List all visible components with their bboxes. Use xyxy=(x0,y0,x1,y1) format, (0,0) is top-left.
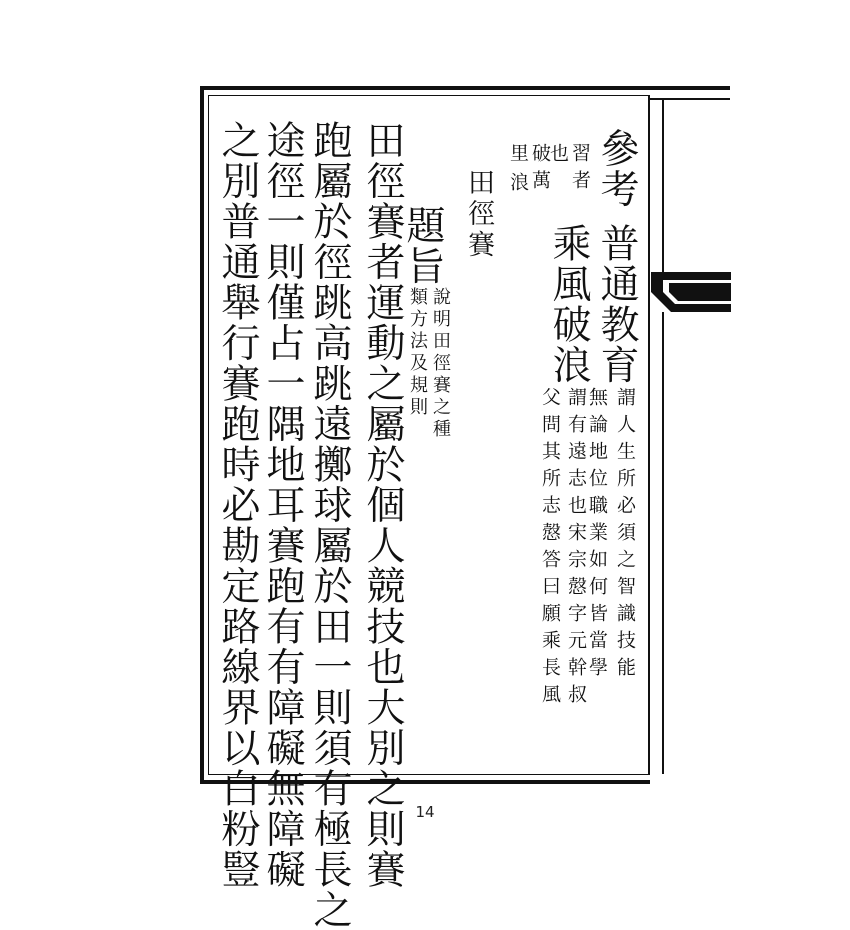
page-number: 14 xyxy=(415,803,435,821)
reference-gloss-2-line-a: 謂有遠志也宋宗慤字元幹叔 xyxy=(565,387,587,711)
reference-gloss-2-line-b: 父問其所志慤答曰願乘長風 xyxy=(539,387,561,711)
fishtail-mark xyxy=(651,272,731,312)
body-line-2: 跑屬於徑跳高跳遠擲球屬於田一則須有極長之 xyxy=(307,120,352,930)
lesson-title: 田徑賽 xyxy=(463,168,494,261)
reference-gloss-2-line-c-bottom: 破萬 xyxy=(529,143,551,197)
theme-line-1: 說明田徑賽之種 xyxy=(430,287,451,441)
body-line-3: 途徑一則僅占一隅地耳賽跑有有障礙無障礙 xyxy=(260,120,305,890)
body-line-1: 田徑賽者運動之屬於個人競技也大別之則賽 xyxy=(360,120,405,890)
reference-gloss-2-line-c-top: 也 xyxy=(547,143,569,170)
reference-term-1: 普通教育 xyxy=(594,223,639,385)
page-edge-top-rule xyxy=(650,86,730,90)
theme-line-2: 類方法及規則 xyxy=(407,287,428,419)
page-edge-vertical-rule-lower xyxy=(662,312,664,774)
reference-heading: 參考 xyxy=(594,128,639,209)
reference-gloss-2-line-d-top: 里 xyxy=(507,143,529,170)
reference-term-2: 乘風破浪 xyxy=(546,223,591,385)
body-line-4: 之別普通舉行賽跑時必勘定路線界以白粉豎 xyxy=(215,120,260,890)
page-right-rule xyxy=(648,95,650,775)
reference-gloss-2-line-d-bottom: 浪 xyxy=(507,172,529,199)
reference-gloss-1-line-a: 謂人生所必須之智識技能 xyxy=(614,387,636,684)
theme-label: 題旨 xyxy=(400,205,445,286)
page-edge-vertical-rule-upper xyxy=(662,99,664,272)
reference-gloss-1-line-b: 無論地位職業如何皆當學 xyxy=(586,387,608,684)
reference-gloss-1-line-c: 習者 xyxy=(569,143,591,197)
